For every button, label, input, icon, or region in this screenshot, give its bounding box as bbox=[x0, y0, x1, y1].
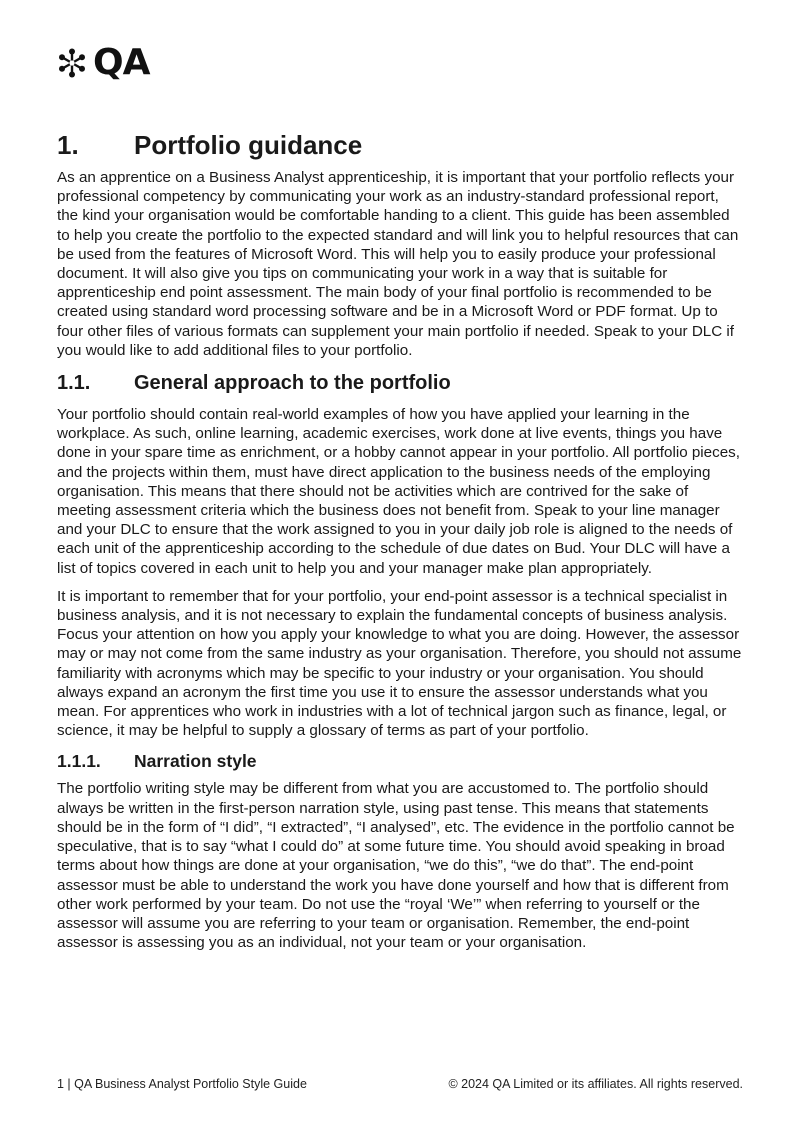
footer-left: 1 | QA Business Analyst Portfolio Style Guide bbox=[57, 1077, 307, 1091]
document-body bbox=[57, 128, 743, 961]
section-heading-1-1 bbox=[57, 369, 743, 397]
section-heading-1 bbox=[57, 128, 743, 162]
section-heading-1-1-1 bbox=[57, 749, 743, 773]
section-number: 1.1. bbox=[57, 372, 91, 395]
section-number: 1.1.1. bbox=[57, 751, 101, 772]
qa-asterisk-icon bbox=[57, 48, 87, 78]
logo-text: QA bbox=[93, 42, 150, 83]
paragraph: As an apprentice on a Business Analyst apprenticeship, it is important that your portfolio reflects your professional competency by communicating your work as an industry-standard professional report, the kind your organisation would be comfortable handing to a client. This guide has been assembled to help you create the portfolio to the expected standard and will link you to helpful resources that can be used from the features of Microsoft Word. This will help you to easily produce your professional document. It will also give you tips on communicating your work in a way that is suitable for apprenticeship end point assessment. The main body of your final portfolio is recommended to be created using standard word processing software and be in a Microsoft Word or PDF format. Up to four other files of various formats can supplement your main portfolio if needed. Speak to your DLC if you would like to add additional files to your portfolio. bbox=[57, 169, 739, 359]
section-number: 1. bbox=[57, 130, 79, 160]
paragraph: It is important to remember that for your portfolio, your end-point assessor is a technical specialist in business analysis, and it is not necessary to explain the fundamental concepts of business analysis. Focus your attention on how you apply your knowledge to what you are doing. However, the assessor may or may not come from the same industry as your organisation. Therefore, you should not assume familiarity with acronyms which may be specific to your industry or your organisation. You should always expand an acronym the first time you use it to ensure the assessor understands what you mean. For apprentices who work in industries with a lot of technical jargon such as finance, legal, or science, it may be helpful to supply a glossary of terms as part of your portfolio. bbox=[57, 587, 742, 740]
page-footer bbox=[57, 1076, 743, 1092]
section-title: Portfolio guidance bbox=[134, 130, 363, 160]
section-title: Narration style bbox=[134, 751, 257, 772]
qa-logo bbox=[57, 42, 150, 83]
paragraph: The portfolio writing style may be different from what you are accustomed to. The portfolio should always be written in the first-person narration style, using past tense. This means that statements should be in the form of “I did”, “I extracted”, “I analysed”, etc. The evidence in the portfolio cannot be speculative, that is to say “what I could do” at some future time. You should avoid speaking in broad terms about how things are done at your organisation, “we do this”, “we do that”. The end-point assessor must be able to understand the work you have done yourself and how that is different from other work performed by your team. Do not use the “royal ‘We’” when referring to yourself or the assessor will assume you are referring to your team or organisation. Remember, the end-point assessor is assessing you as an individual, not your team or your organisation. bbox=[57, 780, 735, 952]
footer-copyright: © 2024 QA Limited or its affiliates. All rights reserved. bbox=[448, 1077, 743, 1091]
section-title: General approach to the portfolio bbox=[134, 372, 451, 395]
paragraph: Your portfolio should contain real-world examples of how you have applied your learning in the workplace. As such, online learning, academic exercises, work done at live events, things you have done in your spare time as enrichment, or a hobby cannot appear in your portfolio. All portfolio pieces, and the projects within them, must have direct application to the business needs of the employing organisation. This means that there should not be activities which are contrived for the sake of meeting assessment criteria which the business does not benefit from. Speak to your line manager and your DLC to ensure that the work assigned to you in your daily job role is aligned to the needs of each unit of the apprenticeship according to the schedule of due dates on Bud. Your DLC will have a list of topics covered in each unit to help you and your manager make plan appropriately. bbox=[57, 406, 740, 577]
